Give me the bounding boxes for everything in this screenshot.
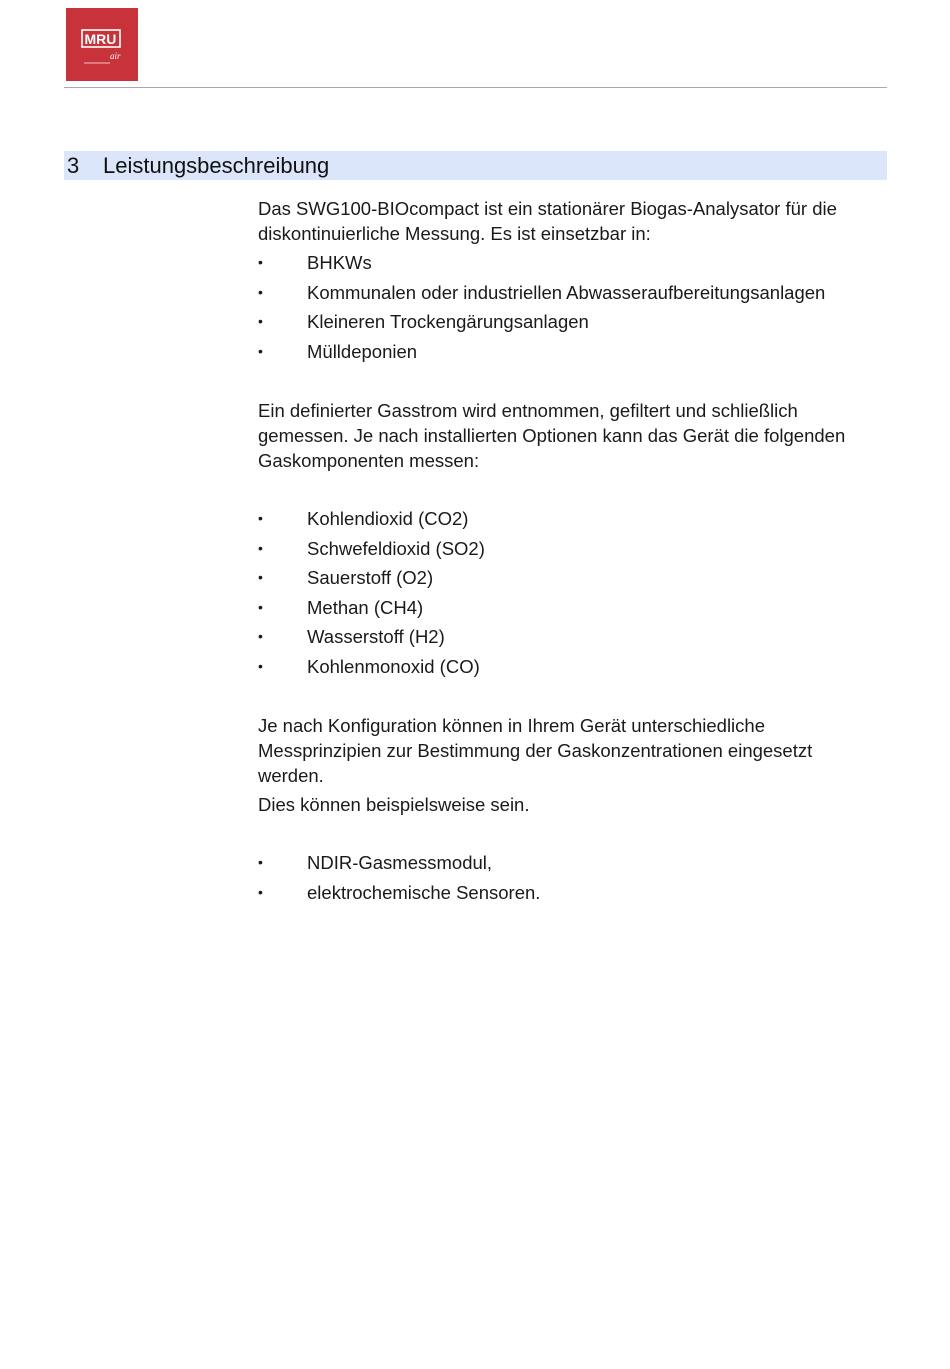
list-item — [258, 307, 878, 337]
gases-list — [258, 504, 878, 682]
list-item — [258, 248, 878, 278]
list-item-text: Sauerstoff (O2) — [307, 567, 434, 589]
list-item — [258, 622, 878, 652]
config-line-4: Dies können beispielsweise sein. — [258, 794, 530, 815]
list-item-text: Methan (CH4) — [307, 596, 424, 618]
config-line-3: werden. — [258, 765, 324, 786]
header-divider — [64, 87, 887, 88]
bullet-icon: • — [258, 254, 263, 270]
logo-mark-icon — [66, 8, 138, 81]
logo-text: MRU — [84, 31, 117, 47]
bullet-icon: • — [258, 283, 263, 300]
gas-intro-line-1: Ein definierter Gasstrom wird entnommen, gefiltert und schließlich — [258, 400, 798, 421]
bullet-icon: • — [258, 628, 263, 645]
gas-intro-line-3: Gaskomponenten messen: — [258, 450, 480, 471]
company-logo — [66, 8, 138, 81]
list-item — [258, 337, 878, 367]
section-title: Leistungsbeschreibung — [103, 153, 330, 178]
section-number: 3 — [67, 153, 80, 178]
bullet-icon: • — [258, 539, 263, 556]
list-item — [258, 278, 878, 308]
list-item — [258, 504, 878, 534]
bullet-icon: • — [258, 854, 263, 870]
bullet-icon: • — [258, 883, 263, 900]
bullet-icon: • — [258, 342, 263, 359]
applications-list — [258, 248, 878, 366]
intro-line-1: Das SWG100-BIOcompact ist ein stationärer Biogas-Analysator für die — [258, 198, 837, 219]
list-item-text: Kleineren Trockengärungsanlagen — [307, 311, 589, 333]
intro-paragraph — [258, 196, 878, 246]
intro-line-2: diskontinuierliche Messung. Es ist einsetzbar in: — [258, 223, 651, 244]
bullet-icon: • — [258, 569, 263, 586]
list-item — [258, 848, 878, 878]
logo-subtext: air — [110, 51, 121, 61]
list-item — [258, 593, 878, 623]
list-item — [258, 652, 878, 682]
list-item-text: Schwefeldioxid (SO2) — [307, 537, 485, 559]
list-item-text: Kohlenmonoxid (CO) — [307, 655, 480, 677]
config-paragraph — [258, 713, 878, 817]
list-item — [258, 534, 878, 564]
list-item-text: Kohlendioxid (CO2) — [307, 508, 469, 529]
gas-intro-paragraph — [258, 398, 878, 473]
list-item-text: Mülldeponien — [307, 340, 418, 362]
bullet-icon: • — [258, 598, 263, 615]
list-item — [258, 563, 878, 593]
bullet-icon: • — [258, 510, 263, 526]
list-item-text: BHKWs — [307, 252, 372, 273]
list-item-text: Wasserstoff (H2) — [307, 626, 445, 648]
list-item-text: NDIR-Gasmessmodul, — [307, 852, 493, 873]
list-item-text: elektrochemische Sensoren. — [307, 881, 541, 903]
list-item-text: Kommunalen oder industriellen Abwasseraufbereitungsanlagen — [307, 281, 826, 303]
section-heading — [64, 151, 887, 180]
bullet-icon: • — [258, 657, 263, 674]
principles-list — [258, 848, 878, 907]
config-line-2: Messprinzipien zur Bestimmung der Gaskonzentrationen eingesetzt — [258, 740, 813, 761]
bullet-icon: • — [258, 313, 263, 330]
config-line-1: Je nach Konfiguration können in Ihrem Gerät unterschiedliche — [258, 715, 765, 736]
list-item — [258, 878, 878, 908]
gas-intro-line-2: gemessen. Je nach installierten Optionen kann das Gerät die folgenden — [258, 425, 846, 446]
